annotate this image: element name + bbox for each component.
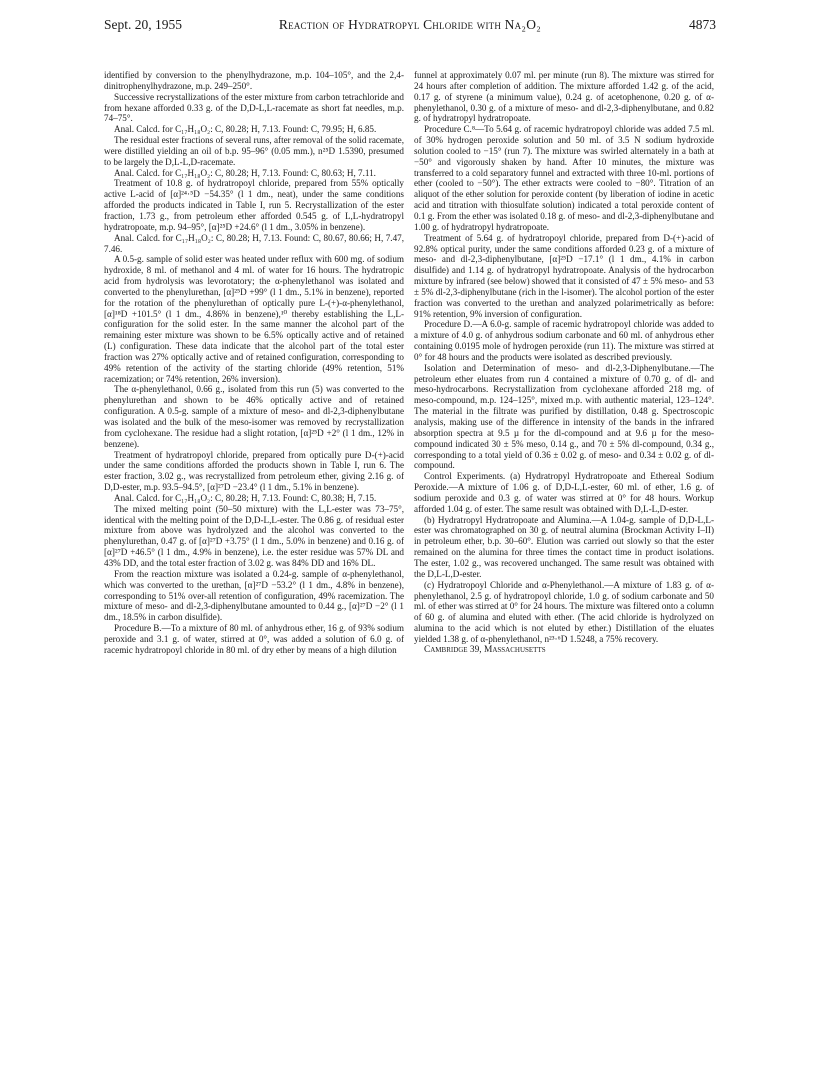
header-title: Reaction of Hydratropyl Chloride with Na₂O₂ — [278, 17, 542, 32]
paragraph: Anal. Calcd. for C₁₇H₁₈O₂: C, 80.28; H, 7.13. Found: C, 79.95; H, 6.85. — [114, 124, 377, 135]
right-column — [414, 70, 714, 656]
paragraph: Procedure D.—A 6.0-g. sample of racemic hydratropoyl chloride was added to a mixture of 4.0 g. of anhydrous sodium carbonate and 60 ml. of anhydrous ether containing 0.0195 mole of hydrogen peroxide (run 11). The mixture was stirred at 0° for 48 hours and the products were isolated as described previously. — [414, 319, 714, 362]
paragraph: The mixed melting point (50–50 mixture) with the L,L-ester was 73–75°, identical with the melting point of the D,D-L,L-ester. The 0.86 g. of residual ester mixture from above was hydrolyzed and the alcohol was converted to the phenylurethan, 0.47 g. of [α]²⁷D +3.75° (l 1 dm., 5.0% in benzene) and 0.16 g. of [α]²⁷D +46.5° (l 1 dm., 4.9% in benzene), i.e. the ester residue was 57% DL and 43% DD, and the total ester fraction of 3.02 g. was 84% DD and 16% DL. — [104, 503, 404, 568]
paragraph: Treatment of hydratropoyl chloride, prepared from optically pure D-(+)-acid under the same conditions afforded the products shown in Table I, run 6. The ester fraction, 3.02 g., was recrystallized from petroleum ether, giving 2.16 g. of D,D-ester, m.p. 93.5–94.5°, [α]²⁷D −23.4° (l 1 dm., 5.1% in benzene). — [104, 449, 404, 493]
paragraph: A 0.5-g. sample of solid ester was heated under reflux with 600 mg. of sodium hydroxide, 8 ml. of methanol and 4 ml. of water for 16 hours. The hydratropic acid from hydrolysis was levorotatory; the α-phenylethanol was isolated and converted to the phenylurethan, [α]²⁵D +99° (l 1 dm., 5.1% in benzene), reported for the rotation of the phenylurethan of optically pure L-(+)-α-phenylethanol, [α]¹⁸D +101.5° (l 1 dm., 4.86% in benzene),¹⁰ thereby establishing the L,L-configuration for the solid ester. In the same manner the alcohol part of the remaining ester mixture was shown to be 6.5% optically active and of retained (L) configuration. These data indicate that the alcohol part of the total ester fraction was 27% optically active and of retained configuration, corresponding to 49% retention of the activity of the starting chloride (49% retention, 51% racemization; or 74% retention, 26% inversion). — [104, 254, 404, 384]
paragraph: Anal. Calcd. for C₁₇H₁₈O₂: C, 80.28; H, 7.13. Found: C, 80.63; H, 7.11. — [114, 167, 376, 178]
paragraph: Isolation and Determination of meso- and dl-2,3-Diphenylbutane.—The petroleum ether eluates from run 4 contained a mixture of 0.70 g. of dl- and meso-hydrocarbons. Recrystallization from cyclohexane afforded 218 mg. of meso-compound, m.p. 124–125°, mixed m.p. with authentic material, 123–124°. The material in the filtrate was purified by distillation, 0.48 g. Spectroscopic analysis, making use of the difference in intensity of the bands in the infrared absorption spectra at 9.5 µ for the dl-compound and at 9.6 µ for the meso-compound indicated 30 ± 5% meso, 0.14 g., and 70 ± 5% dl-compound, 0.34 g., corresponding to a total yield of 0.36 ± 0.02 g. of meso- and 0.34 ± 0.02 g. of dl-compound. — [414, 362, 714, 471]
paragraph: Anal. Calcd. for C₁₇H₁₈O₂: C, 80.28; H, 7.13. Found: C, 80.67, 80.66; H, 7.47, 7.46. — [104, 232, 404, 254]
paragraph: funnel at approximately 0.07 ml. per minute (run 8). The mixture was stirred for 24 hours after completion of addition. The mixture afforded 1.42 g. of the acid, 0.17 g. of styrene (a minimum value), 0.24 g. of acetophenone, 0.20 g. of α-phenylethanol, 0.30 g. of a mixture of meso- and dl-2,3-diphenylbutane, and 0.82 g. of hydratropyl hydratropoate. — [414, 70, 714, 124]
paragraph: From the reaction mixture was isolated a 0.24-g. sample of α-phenylethanol, which was converted to the urethan, [α]²⁷D −53.2° (l 1 dm., 4.8% in benzene), corresponding to 51% over-all retention of configuration, 49% racemization. The mixture of meso- and dl-2,3-diphenylbutane amounted to 0.44 g., [α]²⁷D −2° (l 1 dm., 18.5% in carbon disulfide). — [104, 568, 404, 623]
left-column — [104, 70, 404, 656]
paragraph: Treatment of 5.64 g. of hydratropoyl chloride, prepared from D-(+)-acid of 92.8% optical purity, under the same conditions afforded 0.23 g. of a mixture of meso- and dl-2,3-diphenylbutane, [α]²⁵D −17.1° (l 1 dm., 4.1% in carbon disulfide) and 1.14 g. of hydratropyl hydratropoate. Analysis of the hydrocarbon mixture by infrared (see below) showed that it consisted of 47 ± 5% meso- and 53 ± 5% dl-2,3-diphenylbutane (rich in the l-isomer). The alcohol portion of the ester fraction was converted to the urethan and analyzed polarimetrically as before: 91% retention, 9% inversion of configuration. — [414, 232, 714, 319]
header-page-number: 4873 — [689, 17, 716, 32]
paragraph: (c) Hydratropoyl Chloride and α-Phenylethanol.—A mixture of 1.83 g. of α-phenylethanol, 2.5 g. of hydratropoyl chloride, 1.0 g. of sodium carbonate and 50 ml. of ether was stirred at 0° for 24 hours. The mixture was filtered onto a column of 60 g. of alumina and eluted with ether. (The acid chloride is hydrolyzed on alumina to the acid which is not eluted by ether.) Distillation of the eluates yielded 1.38 g. of α-phenylethanol, n²³·⁶D 1.5248, a 75% recovery. — [414, 579, 714, 644]
paragraph: Anal. Calcd. for C₁₇H₁₈O₂: C, 80.28; H, 7.13. Found: C, 80.38; H, 7.15. — [114, 492, 377, 503]
affiliation: Cambridge 39, Massachusetts — [424, 644, 546, 655]
paragraph: Treatment of 10.8 g. of hydratropoyl chloride, prepared from 55% optically active L-acid of [α]²⁴·⁵D −54.35° (l 1 dm., neat), under the same conditions afforded the products indicated in Table I, run 5. Recrystallization of the ester fraction, 1.73 g., from petroleum ether afforded 0.545 g. of L,L-hydratropyl hydratropoate, m.p. 94–95°, [α]²⁵D +24.6° (l 1 dm., 3.05% in benzene). — [104, 178, 404, 232]
paragraph: (b) Hydratropyl Hydratropoate and Alumina.—A 1.04-g. sample of D,D-L,L-ester was chromatographed on 30 g. of neutral alumina (Brockman Activity I–II) in petroleum ether, b.p. 30–60°. Elution was carried out slowly so that the ester remained on the alumina for three times the contact time in product isolations. The ester, 1.02 g., was recovered unchanged. The same result was obtained with the D,L-L,D-ester. — [414, 514, 714, 579]
paragraph: identified by conversion to the phenylhydrazone, m.p. 104–105°, and the 2,4-dinitrophenylhydrazone, m.p. 249–250°. — [104, 70, 404, 91]
paragraph: Control Experiments. (a) Hydratropyl Hydratropoate and Ethereal Sodium Peroxide.—A mixture of 1.06 g. of D,D-L,L-ester, 60 ml. of ether, 1.6 g. of sodium peroxide and 0.3 g. of water was stirred at 0° for 48 hours. Workup afforded 1.04 g. of ester. The same result was obtained with D,L-L,D-ester. — [414, 471, 714, 514]
paragraph: Procedure B.—To a mixture of 80 ml. of anhydrous ether, 16 g. of 93% sodium peroxide and 3.1 g. of water, stirred at 0°, was added a solution of 6.0 g. of racemic hydratropoyl chloride in 80 ml. of dry ether by means of a high dilution — [104, 623, 404, 655]
paragraph: The residual ester fractions of several runs, after removal of the solid racemate, were distilled yielding an oil of b.p. 95–96° (0.05 mm.), n²⁵D 1.5390, presumed to be largely the D,L-L,D-racemate. — [104, 135, 404, 167]
paragraph: The α-phenylethanol, 0.66 g., isolated from this run (5) was converted to the phenylurethan and shown to be 46% optically active and of retained configuration. A 0.5-g. sample of a mixture of meso- and dl-2,3-diphenylbutane was isolated and the bulk of the meso-isomer was removed by recrystallization from cyclohexane. The residue had a slight rotation, [α]²⁵D +2° (l 1 dm., 12% in benzene). — [104, 384, 404, 449]
paragraph: Procedure C.⁸—To 5.64 g. of racemic hydratropoyl chloride was added 7.5 ml. of 30% hydrogen peroxide solution and 50 ml. of 3.5 N sodium hydroxide solution cooled to −15° (run 7). The mixture was swirled alternately in a bath at −50° and vigorously shaken by hand. After 10 minutes, the mixture was transferred to a cold separatory funnel and extracted with three 10-ml. portions of ether (cooled to −50°). The ether extracts were cooled to −80°. Titration of an aliquot of the ether solution for peroxide content (by liberation of iodine in acetic acid and titration with thiosulfate solution) indicated a total peroxide content of 0.1 g. From the ether was isolated 0.18 g. of meso- and dl-2,3-diphenylbutane and 1.00 g. of hydratropyl hydratropoate. — [414, 124, 714, 232]
paragraph: Successive recrystallizations of the ester mixture from carbon tetrachloride and from hexane afforded 0.33 g. of the D,D-L,L-racemate as short fat needles, m.p. 74–75°. — [104, 91, 404, 124]
header-date: Sept. 20, 1955 — [104, 17, 183, 32]
running-header — [104, 14, 716, 36]
